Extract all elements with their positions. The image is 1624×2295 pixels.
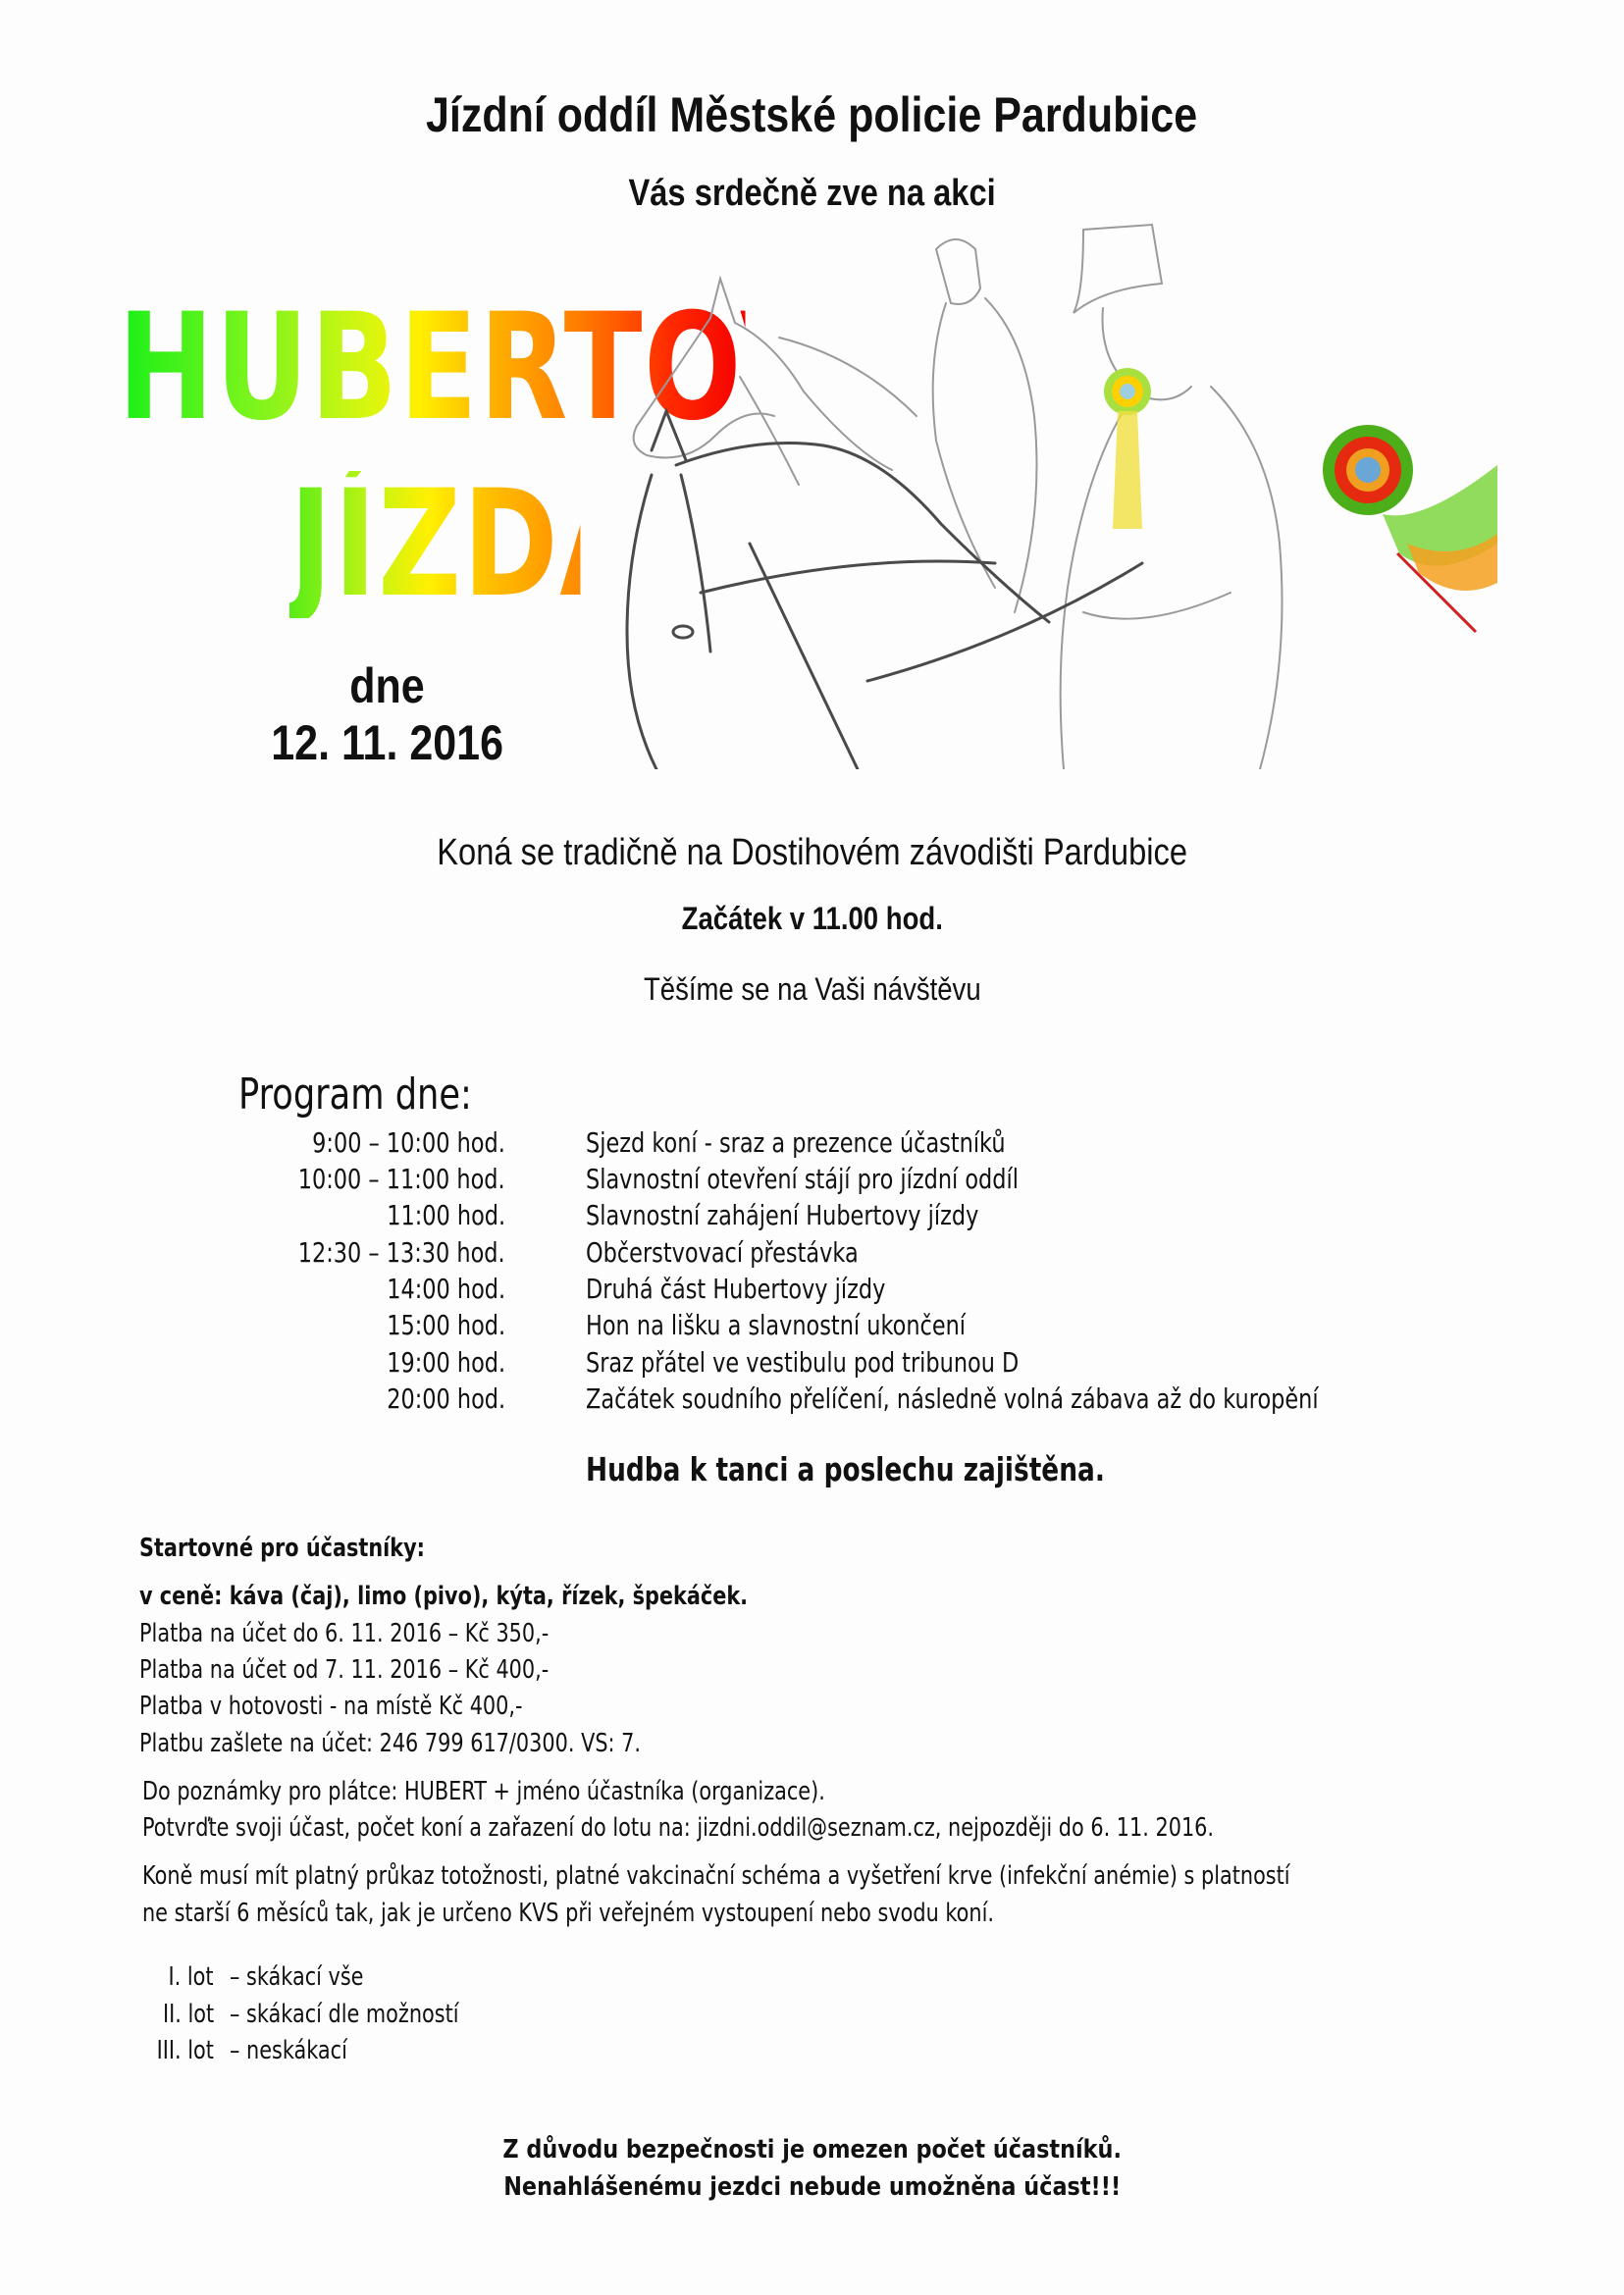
schedule-row (0, 1199, 1624, 1235)
requirements-line-2 (142, 1899, 1207, 1928)
schedule-time: 19:00 hod. (387, 1346, 505, 1379)
schedule-time: 12:30 – 13:30 hod. (298, 1236, 505, 1269)
fee-line-text: Platba v hotovosti - na místě Kč 400,- (139, 1692, 523, 1721)
fee-line (139, 1619, 652, 1648)
lot-number: I. lot (168, 1962, 214, 1992)
schedule-row (0, 1273, 1624, 1309)
lot-description: – neskákací (230, 2036, 347, 2065)
greeting-text: Těšíme se na Vaši návštěvu (643, 971, 981, 1007)
event-date-text: 12. 11. 2016 (271, 715, 504, 770)
requirements-text-1: Koně musí mít platný průkaz totožnosti, platné vakcinační schéma a vyšetření krve (infekční anémie) s platností (142, 1861, 1290, 1891)
schedule-description: Slavnostní otevření stájí pro jízdní oddíl (586, 1163, 1019, 1195)
schedule-description: Druhá část Hubertovy jízdy (586, 1273, 886, 1305)
requirements-line-1 (142, 1861, 1577, 1891)
schedule-time: 9:00 – 10:00 hod. (312, 1126, 505, 1159)
schedule-row (0, 1163, 1624, 1199)
warning-line-1 (0, 2135, 1624, 2165)
start-time (0, 901, 1624, 937)
schedule-time: 11:00 hod. (387, 1199, 505, 1231)
schedule-row (0, 1236, 1624, 1273)
warning-line-2 (0, 2172, 1624, 2202)
organization-title-text: Jízdní oddíl Městské policie Pardubice (426, 87, 1198, 142)
fee-line-text: Platba na účet od 7. 11. 2016 – Kč 400,- (139, 1655, 550, 1685)
schedule-row (0, 1346, 1624, 1382)
fees-title (139, 1534, 497, 1563)
horse-riders-illustration (622, 220, 1497, 769)
fees-title-text: Startovné pro účastníky: (139, 1534, 425, 1563)
fee-line (139, 1655, 652, 1685)
fee-line (139, 1692, 618, 1721)
organization-title (0, 86, 1624, 143)
venue (0, 832, 1624, 874)
payment-note-text: Do poznámky pro plátce: HUBERT + jméno účastníka (organizace). (142, 1777, 825, 1806)
schedule-description: Slavnostní zahájení Hubertovy jízdy (586, 1199, 979, 1231)
fees-included-text: v ceně: káva (čaj), limo (pivo), kýta, řízek, špekáček. (139, 1582, 749, 1611)
schedule-description: Začátek soudního přelíčení, následně volná zábava až do kuropění (586, 1382, 1319, 1415)
bank-account-text: Platbu zašlete na účet: 246 799 617/0300. VS: 7. (139, 1729, 641, 1758)
schedule-row (0, 1382, 1624, 1419)
schedule-description: Hon na lišku a slavnostní ukončení (586, 1309, 967, 1341)
schedule-time: 15:00 hod. (387, 1309, 505, 1341)
fees-included (139, 1582, 900, 1611)
venue-text: Koná se tradičně na Dostihovém závodišti Pardubice (437, 832, 1187, 873)
greeting (0, 971, 1624, 1008)
music-note-text: Hudba k tanci a poslechu zajištěna. (586, 1450, 1105, 1488)
fee-line-text: Platba na účet do 6. 11. 2016 – Kč 350,- (139, 1619, 550, 1648)
schedule-row (0, 1126, 1624, 1163)
schedule-row (0, 1309, 1624, 1345)
requirements-text-2: ne starší 6 měsíců tak, jak je určeno KVS při veřejném vystoupení nebo svodu koní. (142, 1899, 994, 1928)
start-time-text: Začátek v 11.00 hod. (681, 901, 943, 936)
invitation-line (0, 173, 1624, 215)
warning-text-1: Z důvodu bezpečnosti je omezen počet účastníků. (502, 2135, 1122, 2165)
program-title (238, 1069, 530, 1120)
bank-account-line (139, 1729, 766, 1758)
warning-text-2: Nenahlášenému jezdci nebude umožněna účast!!! (503, 2172, 1121, 2202)
lot-number: III. lot (156, 2036, 214, 2065)
event-date (236, 714, 540, 771)
lot-description: – skákací dle možností (230, 2000, 459, 2029)
lot-description: – skákací vše (230, 1962, 364, 1992)
schedule-description: Občerstvovací přestávka (586, 1236, 859, 1269)
event-title-line-2: JÍZDA (289, 459, 651, 630)
date-label (288, 657, 485, 714)
confirmation-line (142, 1813, 1482, 1843)
schedule-time: 14:00 hod. (387, 1273, 505, 1305)
music-note (586, 1450, 1234, 1488)
event-title-line-1: HUBERTOVA (118, 283, 914, 453)
schedule-description: Sraz přátel ve vestibulu pod tribunou D (586, 1346, 1020, 1379)
invitation-text: Vás srdečně zve na akci (628, 173, 996, 214)
schedule-time: 10:00 – 11:00 hod. (298, 1163, 505, 1195)
schedule-time: 20:00 hod. (387, 1382, 505, 1415)
confirmation-text: Potvrďte svoji účast, počet koní a zařazení do lotu na: jizdni.oddil@seznam.cz, nejpozději do 6. 11. 2016. (142, 1813, 1215, 1843)
date-label-text: dne (348, 658, 425, 713)
program-title-text: Program dne: (238, 1069, 472, 1120)
lot-number: II. lot (162, 2000, 214, 2029)
schedule-description: Sjezd koní - sraz a prezence účastníků (586, 1126, 1006, 1159)
payment-note (142, 1777, 996, 1806)
